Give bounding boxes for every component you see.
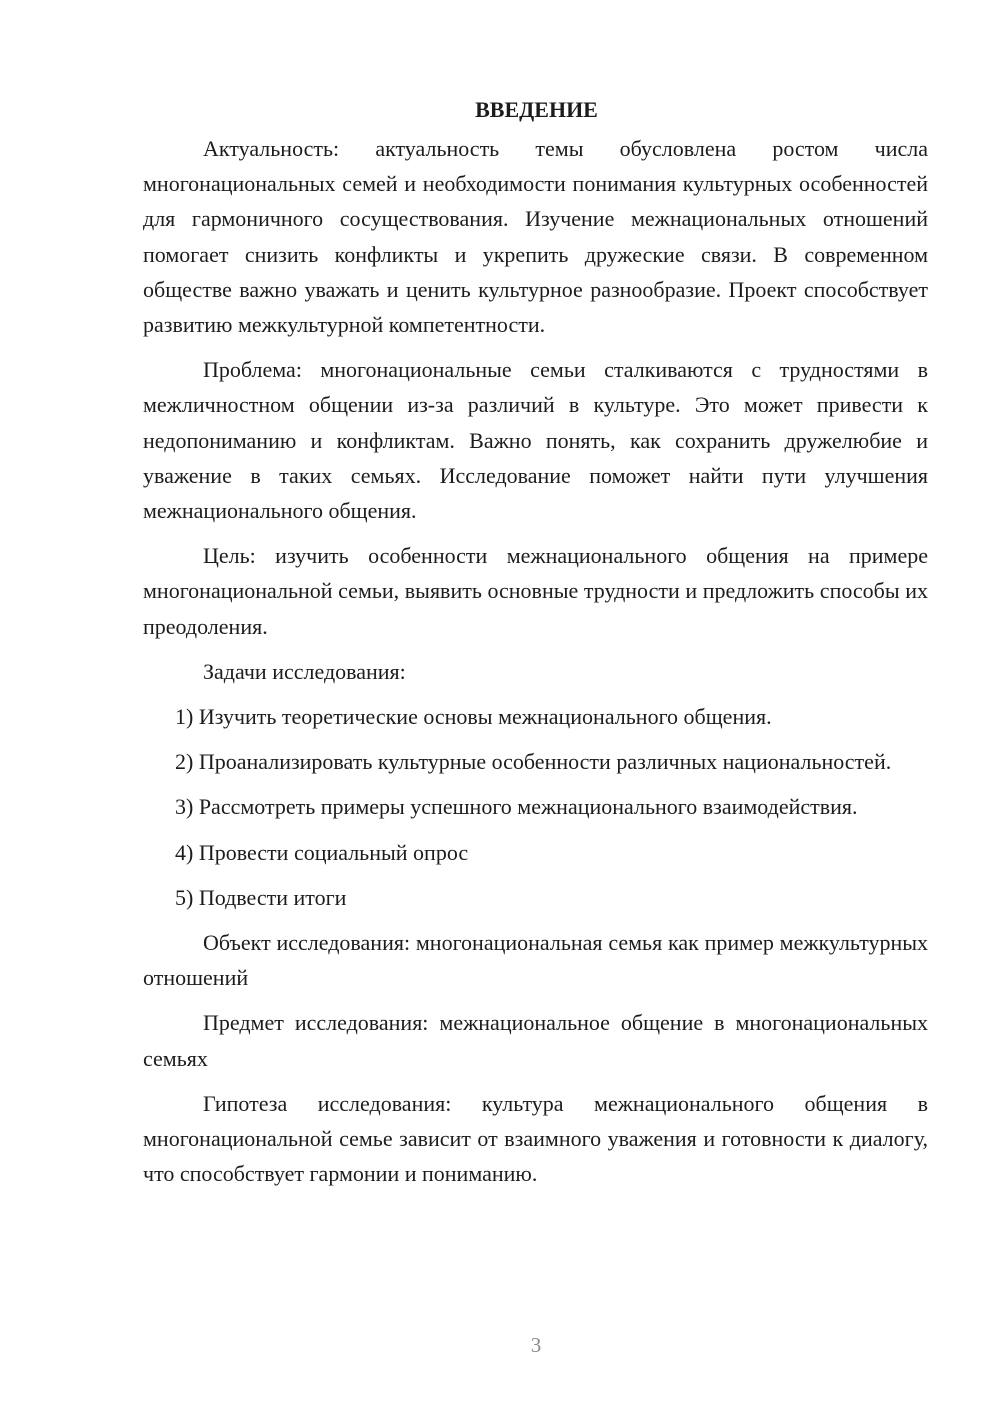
subject-paragraph: Предмет исследования: межнациональное общение в многонациональных семьях	[143, 1010, 928, 1071]
page-title: ВВЕДЕНИЕ	[475, 97, 598, 122]
task-item-5: 5) Подвести итоги	[175, 884, 347, 910]
object-paragraph: Объект исследования: многонациональная семья как пример межкультурных отношений	[143, 930, 928, 991]
hypothesis-paragraph: Гипотеза исследования: культура межнационального общения в многонациональной семье зависит от взаимного уважения и готовности к диалогу, что способствует гармонии и пониманию.	[143, 1090, 928, 1187]
page-content	[143, 92, 928, 1201]
task-item-3: 3) Рассмотреть примеры успешного межнационального взаимодействия.	[175, 794, 858, 820]
relevance-paragraph: Актуальность: актуальность темы обусловлена ростом числа многонациональных семей и необходимости понимания культурных особенностей для гармоничного сосуществования. Изучение межнациональных отношений помогает снизить конфликты и укрепить дружеские связи. В современном обществе важно уважать и ценить культурное разнообразие. Проект способствует развитию межкультурной компетентности.	[143, 136, 928, 338]
tasks-heading: Задачи исследования:	[203, 658, 406, 684]
task-item-2: 2) Проанализировать культурные особенности различных национальностей.	[175, 749, 892, 775]
problem-paragraph: Проблема: многонациональные семьи сталкиваются с трудностями в межличностном общении из-за различий в культуре. Это может привести к недопониманию и конфликтам. Важно понять, как сохранить дружелюбие и уважение в таких семьях. Исследование поможет найти пути улучшения межнационального общения.	[143, 357, 928, 524]
task-item-1: 1) Изучить теоретические основы межнационального общения.	[175, 704, 772, 730]
task-item-4: 4) Провести социальный опрос	[175, 839, 469, 865]
page-number: 3	[530, 1333, 542, 1357]
goal-paragraph: Цель: изучить особенности межнационального общения на примере многонациональной семьи, выявить основные трудности и предложить способы их преодоления.	[143, 543, 928, 639]
